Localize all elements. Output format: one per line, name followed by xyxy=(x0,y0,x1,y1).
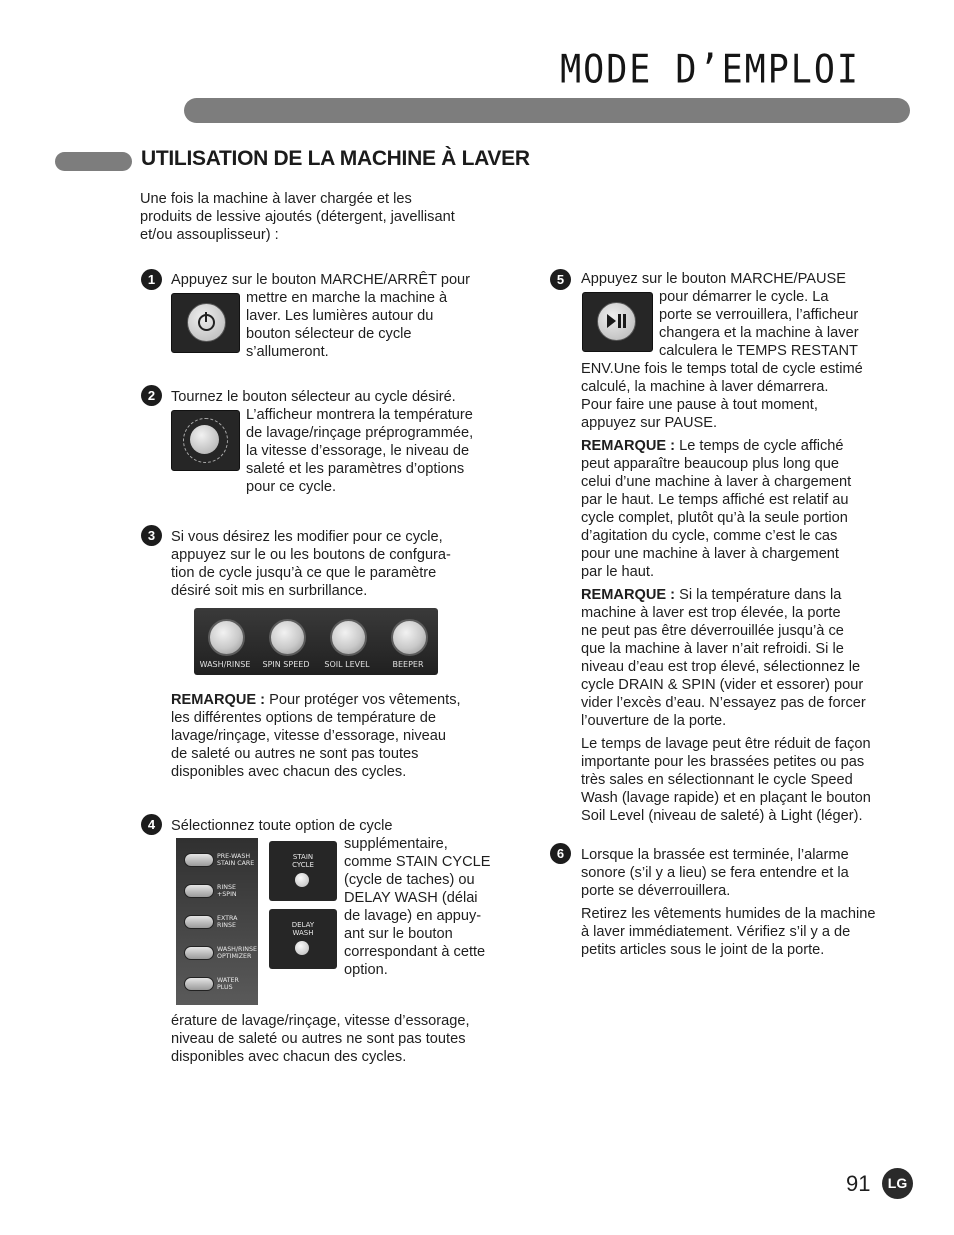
step-5-continuation xyxy=(581,360,911,432)
text-line: appuyez sur PAUSE. xyxy=(581,415,718,431)
text-line: supplémentaire, xyxy=(344,836,448,852)
header-bar xyxy=(184,98,910,123)
text-line: cycle DRAIN & SPIN (vider et essorer) pour xyxy=(581,677,864,693)
step-6-paragraph xyxy=(581,905,911,959)
text-line: niveau de saleté ou autres ne sont pas toutes xyxy=(171,1031,466,1047)
stain-cycle-button-image xyxy=(269,841,337,901)
text-line: pour ce cycle. xyxy=(246,479,337,495)
cycle-options-panel xyxy=(176,838,258,1005)
option-button xyxy=(184,853,214,867)
text-line: d’agitation du cycle, comme c’est le cas xyxy=(581,528,838,544)
text-line: par le haut. Le temps affiché est relatif au xyxy=(581,492,849,508)
option-sub: +SPIN xyxy=(217,891,237,898)
text-line: changera et la machine à laver xyxy=(659,325,859,341)
text-line: mettre en marche la machine à xyxy=(246,290,448,306)
delay-wash-label xyxy=(269,921,337,937)
text-line: importante pour les brassées petites ou pas xyxy=(581,754,865,770)
note-text: Le temps de cycle affiché xyxy=(675,438,844,454)
power-icon-stem xyxy=(205,312,207,322)
power-knob xyxy=(187,303,226,342)
text-line: peut apparaître beaucoup plus long que xyxy=(581,456,840,472)
note-first-line xyxy=(171,691,461,709)
text-line: s’allumeront. xyxy=(246,344,329,360)
text-line: Retirez les vêtements humides de la machine xyxy=(581,906,876,922)
text-line: la vitesse d’essorage, le niveau de xyxy=(246,443,470,459)
text-line: pour une machine à laver à chargement xyxy=(581,546,839,562)
text-line: porte se déverrouillera. xyxy=(581,883,731,899)
text-line: porte se verrouillera, l’afficheur xyxy=(659,307,859,323)
pause-icon-bar xyxy=(618,314,621,328)
intro-line: produits de lessive ajoutés (détergent, javellisant xyxy=(140,209,455,225)
text-line: par le haut. xyxy=(581,564,655,580)
option-sub: PLUS xyxy=(217,984,233,991)
text-line: tion de cycle jusqu’à ce que le paramètre xyxy=(171,565,437,581)
page-header-title: MODE D’EMPLOI xyxy=(560,48,860,93)
power-button-image xyxy=(171,293,240,353)
soil-level-label: SOIL LEVEL xyxy=(324,660,370,669)
text-line: option. xyxy=(344,962,388,978)
play-icon xyxy=(607,314,616,328)
step-number-6: 6 xyxy=(550,843,571,864)
step-number-2: 2 xyxy=(141,385,162,406)
text-line: les différentes options de température de xyxy=(171,710,437,726)
delay-wash-button-image xyxy=(269,909,337,969)
text-line: l’ouverture de la porte. xyxy=(581,713,727,729)
selector-knob xyxy=(190,425,219,454)
option-button xyxy=(184,946,214,960)
step-6-body xyxy=(581,846,911,964)
step-4-first-line: Sélectionnez toute option de cycle xyxy=(171,818,393,834)
text-line: DELAY WASH (délai xyxy=(344,890,478,906)
text-line: disponibles avec chacun des cycles. xyxy=(171,1049,407,1065)
label-line: STAIN xyxy=(292,853,314,861)
text-line: laver. Les lumières autour du xyxy=(246,308,434,324)
text-line: comme STAIN CYCLE xyxy=(344,854,491,870)
step-5-body xyxy=(581,360,911,830)
step-5-note-1 xyxy=(581,437,911,581)
wash-rinse-knob xyxy=(208,619,245,656)
stain-cycle-button xyxy=(295,873,309,887)
text-line: bouton sélecteur de cycle xyxy=(246,326,412,342)
soil-level-knob xyxy=(330,619,367,656)
text-line: très sales en sélectionnant le cycle Speed xyxy=(581,772,853,788)
option-name: EXTRA xyxy=(217,915,238,922)
note-first-line xyxy=(581,586,911,604)
option-name: RINSE xyxy=(217,884,236,891)
text-line: appuyez sur le ou les boutons de confgura- xyxy=(171,547,451,563)
option-name: WASH/RINSE xyxy=(217,946,257,953)
option-name: WATER xyxy=(217,977,239,984)
text-line: de lavage) en appuy- xyxy=(344,908,482,924)
step-number-3: 3 xyxy=(141,525,162,546)
text-line: machine à laver est trop élevée, la porte xyxy=(581,605,841,621)
page-number: 91 xyxy=(846,1171,871,1196)
text-line: L’afficheur montrera la température xyxy=(246,407,473,423)
text-line: érature de lavage/rinçage, vitesse d’essorage, xyxy=(171,1013,470,1029)
text-line: calculé, la machine à laver démarrera. xyxy=(581,379,829,395)
text-line: Le temps de lavage peut être réduit de façon xyxy=(581,736,871,752)
option-button xyxy=(184,884,214,898)
option-label xyxy=(217,977,262,991)
text-line: sonore (s’il y a lieu) se fera entendre et la xyxy=(581,865,849,881)
lg-logo-icon: LG xyxy=(882,1168,913,1199)
step-6-text xyxy=(581,846,911,900)
text-line: à laver immédiatement. Vérifiez s’il y a de xyxy=(581,924,851,940)
text-line: Lorsque la brassée est terminée, l’alarme xyxy=(581,847,849,863)
option-sub: STAIN CARE xyxy=(217,860,255,867)
step-2-text xyxy=(246,406,473,496)
text-line: Soil Level (niveau de saleté) à Light (léger). xyxy=(581,808,863,824)
text-line: Pour faire une pause à tout moment, xyxy=(581,397,818,413)
step-number-1: 1 xyxy=(141,269,162,290)
text-line: pour démarrer le cycle. La xyxy=(659,289,829,305)
text-line: disponibles avec chacun des cycles. xyxy=(171,764,407,780)
intro-line: Une fois la machine à laver chargée et les xyxy=(140,191,412,207)
option-sub: RINSE xyxy=(217,922,236,929)
text-line: lavage/rinçage, vitesse d’essorage, niveau xyxy=(171,728,447,744)
text-line: ne peut pas être déverrouillée jusqu’à ce xyxy=(581,623,844,639)
step-5-text xyxy=(659,288,859,360)
note-first-line xyxy=(581,437,911,455)
text-line: saleté et les paramètres d’options xyxy=(246,461,465,477)
beeper-label: BEEPER xyxy=(392,660,424,669)
step-5-first-line: Appuyez sur le bouton MARCHE/PAUSE xyxy=(581,271,846,287)
text-line: calculera le TEMPS RESTANT xyxy=(659,343,858,359)
text-line: Si vous désirez les modifier pour ce cycle, xyxy=(171,529,443,545)
cycle-selector-image xyxy=(171,410,240,471)
step-2-first-line: Tournez le bouton sélecteur au cycle désiré. xyxy=(171,389,456,405)
text-line: cycle complet, plutôt qu’à la seule portion xyxy=(581,510,848,526)
text-line: Wash (lavage rapide) et en plaçant le bouton xyxy=(581,790,871,806)
step-4-text xyxy=(344,835,491,979)
text-line: niveau d’eau est trop élevé, sélectionnez le xyxy=(581,659,861,675)
step-5-paragraph xyxy=(581,735,911,825)
option-label xyxy=(217,884,262,898)
option-label xyxy=(217,915,262,929)
option-button xyxy=(184,977,214,991)
step-number-4: 4 xyxy=(141,814,162,835)
pause-icon-bar xyxy=(623,314,626,328)
option-label xyxy=(217,946,262,960)
option-label xyxy=(217,853,262,867)
delay-wash-button xyxy=(295,941,309,955)
label-line: DELAY xyxy=(291,921,315,929)
note-label: REMARQUE : xyxy=(581,587,676,603)
option-buttons-panel xyxy=(194,608,438,675)
note-text: Pour protéger vos vêtements, xyxy=(265,692,461,708)
section-title: UTILISATION DE LA MACHINE À LAVER xyxy=(141,147,530,170)
option-button xyxy=(184,915,214,929)
section-pill xyxy=(55,152,132,171)
label-line: CYCLE xyxy=(292,861,314,869)
text-line: (cycle de taches) ou xyxy=(344,872,475,888)
beeper-knob xyxy=(391,619,428,656)
spin-speed-label: SPIN SPEED xyxy=(262,660,310,669)
step-4-tail xyxy=(171,1012,470,1066)
stain-cycle-label xyxy=(269,853,337,869)
step-3-text xyxy=(171,528,451,600)
step-1-text xyxy=(246,289,447,361)
text-line: vider l’excès d’eau. N’essayez pas de forcer xyxy=(581,695,866,711)
option-sub: OPTIMIZER xyxy=(217,953,252,960)
text-line: désiré soit mis en surbrillance. xyxy=(171,583,368,599)
note-text: Si la température dans la xyxy=(675,587,842,603)
text-line: que la machine à laver n’ait refroidi. Si le xyxy=(581,641,844,657)
text-line: petits articles sous le joint de la porte. xyxy=(581,942,825,958)
text-line: ENV.Une fois le temps total de cycle estimé xyxy=(581,361,863,377)
note-label: REMARQUE : xyxy=(581,438,676,454)
start-pause-knob xyxy=(597,302,636,341)
spin-speed-knob xyxy=(269,619,306,656)
step-number-5: 5 xyxy=(550,269,571,290)
intro-line: et/ou assouplisseur) : xyxy=(140,227,279,243)
label-line: WASH xyxy=(292,929,314,937)
step-5-note-2 xyxy=(581,586,911,730)
step-1-first-line: Appuyez sur le bouton MARCHE/ARRÊT pour xyxy=(171,272,471,288)
wash-rinse-label: WASH/RINSE xyxy=(199,660,251,669)
text-line: celui d’une machine à laver à chargement xyxy=(581,474,852,490)
intro-paragraph xyxy=(140,190,490,244)
start-pause-button-image xyxy=(582,292,653,352)
text-line: de saleté ou autres ne sont pas toutes xyxy=(171,746,419,762)
text-line: ant sur le bouton xyxy=(344,926,453,942)
text-line: correspondant à cette xyxy=(344,944,486,960)
option-name: PRE-WASH xyxy=(217,853,251,860)
step-3-note xyxy=(171,691,461,781)
note-label: REMARQUE : xyxy=(171,692,266,708)
text-line: de lavage/rinçage préprogrammée, xyxy=(246,425,474,441)
